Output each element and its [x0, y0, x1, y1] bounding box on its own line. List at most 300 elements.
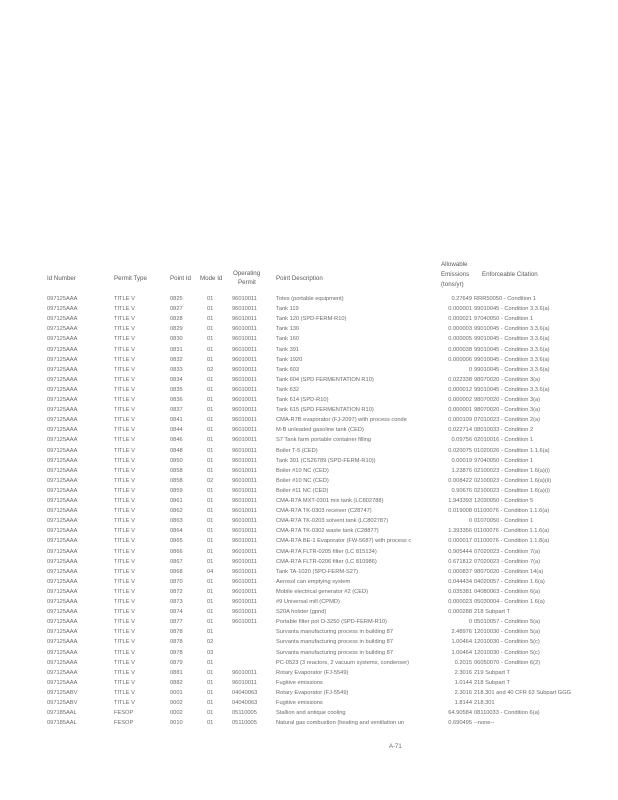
- id-number-cell: 097125AAA: [47, 568, 78, 575]
- id-number-cell: 097125AAA: [47, 679, 78, 686]
- allowable-emissions-cell: 0.020075: [448, 447, 472, 454]
- allowable-emissions-cell: 0.000038: [448, 346, 472, 353]
- operating-permit-cell: 96010011: [232, 386, 257, 393]
- point-description-cell: Tank 614 (SPD-R10): [276, 397, 329, 403]
- enforceable-citation-cell: 99010045 - Condition 3.3.6(a): [474, 326, 550, 333]
- table-row: [0, 516, 618, 526]
- point-id-cell: 0858: [170, 477, 183, 484]
- enforceable-citation-cell: 02100023 - Condition 1.6(a)(ii): [474, 477, 552, 484]
- enforceable-citation-cell: 01100076 - Condition 1.1.6(a): [474, 508, 550, 515]
- id-number-cell: 097125AAA: [47, 669, 78, 676]
- mode-id-cell: 01: [207, 619, 214, 626]
- permit-type-cell: TITLE V: [114, 407, 135, 414]
- permit-type-cell: TITLE V: [114, 538, 135, 545]
- id-number-cell: 097125AAA: [47, 518, 78, 525]
- id-number-cell: 097125AAA: [47, 397, 78, 403]
- header-allowable-line2: Emissions: [441, 271, 470, 278]
- mode-id-cell: 01: [207, 548, 214, 555]
- table-row: [0, 577, 618, 587]
- operating-permit-cell: 96010011: [232, 588, 257, 595]
- point-description-cell: M-B unleaded gasoline tank (CED): [276, 427, 364, 434]
- point-description-cell: CMA-R7A MXT-0301 mix tank (LC802788): [276, 498, 384, 504]
- table-row: [0, 405, 618, 415]
- point-id-cell: 0002: [170, 700, 183, 706]
- operating-permit-cell: 96010011: [232, 599, 257, 605]
- operating-permit-cell: 96010011: [232, 417, 257, 424]
- permit-type-cell: TITLE V: [114, 306, 135, 313]
- operating-permit-cell: 96010011: [232, 427, 257, 434]
- point-id-cell: 0879: [170, 659, 183, 666]
- allowable-emissions-cell: 0.022714: [448, 427, 472, 434]
- enforceable-citation-cell: 05010057 - Condition 5(a): [474, 619, 541, 626]
- allowable-emissions-cell: 0.27649: [451, 296, 472, 302]
- point-id-cell: 0833: [170, 366, 183, 373]
- permit-type-cell: FESOP: [114, 710, 134, 717]
- point-description-cell: Tank 615 (SPD FERMENTATION R10): [276, 407, 374, 414]
- id-number-cell: 097125AAA: [47, 629, 78, 636]
- operating-permit-cell: 96010011: [232, 498, 257, 504]
- table-row: [0, 415, 618, 425]
- enforceable-citation-cell: 99010045 - Condition 3.3.6(a): [474, 386, 550, 393]
- id-number-cell: 097125AAA: [47, 538, 78, 545]
- header-id-number: Id Number: [47, 275, 76, 282]
- point-id-cell: 0866: [170, 548, 183, 555]
- permit-type-cell: TITLE V: [114, 467, 135, 474]
- point-id-cell: 0878: [170, 639, 183, 646]
- point-description-cell: Tank 1920: [276, 356, 303, 363]
- table-row: [0, 637, 618, 647]
- allowable-emissions-cell: 0.2015: [454, 659, 472, 666]
- enforceable-citation-cell: 01020026 - Condition 1.1.6(a): [474, 447, 550, 454]
- point-description-cell: Tank 301 (CS26789 (SPD-FERM-R10)): [276, 457, 376, 464]
- mode-id-cell: 01: [207, 437, 214, 444]
- point-description-cell: Tank 160: [276, 336, 300, 343]
- permit-type-cell: TITLE V: [114, 326, 135, 333]
- operating-permit-cell: 96010011: [232, 316, 257, 323]
- table-row: [0, 688, 618, 698]
- table-row: [0, 668, 618, 678]
- mode-id-cell: 01: [207, 336, 214, 343]
- id-number-cell: 097125AAA: [47, 498, 78, 504]
- point-id-cell: 0828: [170, 316, 183, 323]
- allowable-emissions-cell: 1.00464: [451, 649, 472, 656]
- allowable-emissions-cell: 0.000017: [448, 538, 472, 545]
- table-row: [0, 627, 618, 637]
- id-number-cell: 097125AAA: [47, 477, 78, 484]
- point-description-cell: CMA-R7A TK-0303 receiver (C28747): [276, 508, 372, 515]
- allowable-emissions-cell: 0.008422: [448, 477, 472, 484]
- mode-id-cell: 02: [207, 639, 214, 646]
- enforceable-citation-cell: 12010030 - Condition 5(c): [474, 639, 540, 646]
- permit-type-cell: TITLE V: [114, 366, 135, 373]
- enforceable-citation-cell: 218 Subpart T: [474, 609, 510, 616]
- point-description-cell: PC-0523 (3 reactors, 2 vacuum systems, condenser): [276, 659, 410, 666]
- mode-id-cell: 01: [207, 558, 214, 565]
- mode-id-cell: 01: [207, 508, 214, 515]
- operating-permit-cell: 96010011: [232, 669, 257, 676]
- operating-permit-cell: 96010011: [232, 518, 257, 525]
- id-number-cell: 097125AAA: [47, 619, 78, 626]
- allowable-emissions-cell: 0.000023: [448, 599, 472, 605]
- permit-type-cell: TITLE V: [114, 417, 135, 424]
- enforceable-citation-cell: 219 Subpart T: [474, 669, 510, 676]
- header-operating-permit-line2: Permit: [238, 279, 256, 286]
- point-description-cell: Boiler #10 NC (CED): [276, 477, 329, 484]
- operating-permit-cell: 96010011: [232, 306, 257, 313]
- point-description-cell: Fugitive emissions: [276, 700, 323, 706]
- allowable-emissions-cell: 0.000006: [448, 356, 472, 363]
- table-row: [0, 658, 618, 668]
- id-number-cell: 097125AAA: [47, 649, 78, 656]
- id-number-cell: 097125AAA: [47, 356, 78, 363]
- allowable-emissions-cell: 2.48976: [451, 629, 472, 636]
- id-number-cell: 097125AAA: [47, 376, 78, 383]
- id-number-cell: 097185AAL: [47, 720, 77, 727]
- operating-permit-cell: 96010011: [232, 366, 257, 373]
- id-number-cell: 097125AAA: [47, 306, 78, 313]
- mode-id-cell: 01: [207, 629, 214, 636]
- allowable-emissions-cell: 0: [468, 619, 472, 626]
- mode-id-cell: 01: [207, 599, 214, 605]
- allowable-emissions-cell: 0.90676: [451, 487, 472, 494]
- enforceable-citation-cell: 02010016 - Condition 1: [474, 437, 534, 444]
- point-id-cell: 0830: [170, 336, 183, 343]
- enforceable-citation-cell: 01100076 - Condition 1.1.6(a): [474, 528, 550, 535]
- enforceable-citation-cell: 98070020 - Condition 3(a): [474, 407, 541, 414]
- operating-permit-cell: 96010011: [232, 619, 257, 626]
- id-number-cell: 097125AAA: [47, 659, 78, 666]
- point-description-cell: Natural gas combustion (heating and ventilation un: [276, 720, 405, 727]
- point-id-cell: 0825: [170, 296, 183, 302]
- point-id-cell: 0836: [170, 397, 183, 403]
- mode-id-cell: 01: [207, 669, 214, 676]
- header-enforceable-citation: Enforceable Citation: [482, 271, 538, 278]
- point-description-cell: CMA-R7A FLTR-0206 filter (LC 810986): [276, 558, 377, 565]
- mode-id-cell: 01: [207, 498, 214, 504]
- mode-id-cell: 01: [207, 376, 214, 383]
- mode-id-cell: 01: [207, 386, 214, 393]
- operating-permit-cell: 96010011: [232, 457, 257, 464]
- operating-permit-cell: 96010011: [232, 407, 257, 414]
- allowable-emissions-cell: 1.23876: [451, 467, 472, 474]
- operating-permit-cell: 96010011: [232, 477, 257, 484]
- point-description-cell: Tank 130: [276, 326, 300, 333]
- allowable-emissions-cell: 0.035381: [448, 588, 472, 595]
- allowable-emissions-cell: 0.000288: [448, 609, 472, 616]
- id-number-cell: 097125AAA: [47, 558, 78, 565]
- point-description-cell: Tank 632: [276, 386, 300, 393]
- point-id-cell: 0844: [170, 427, 183, 434]
- point-id-cell: 0850: [170, 457, 183, 464]
- permit-type-cell: TITLE V: [114, 296, 135, 302]
- point-description-cell: Survanta manufacturing process in building 87: [276, 639, 393, 646]
- point-description-cell: Boiler #11 NC (CED): [276, 487, 329, 494]
- permit-type-cell: TITLE V: [114, 336, 135, 343]
- operating-permit-cell: 96010011: [232, 467, 257, 474]
- enforceable-citation-cell: 01100076 - Condition 1.1.8(a): [474, 538, 550, 545]
- table-row: [0, 607, 618, 617]
- point-id-cell: 0848: [170, 447, 183, 454]
- header-allowable-line3: (tons/yr): [441, 281, 464, 288]
- permit-type-cell: TITLE V: [114, 568, 135, 575]
- permit-type-cell: TITLE V: [114, 619, 135, 626]
- point-id-cell: 0882: [170, 679, 183, 686]
- id-number-cell: 097125AAA: [47, 487, 78, 494]
- permit-type-cell: TITLE V: [114, 477, 135, 484]
- mode-id-cell: 01: [207, 346, 214, 353]
- header-operating-permit-line1: Operating: [233, 270, 261, 277]
- table-row: [0, 648, 618, 658]
- table-row: [0, 597, 618, 607]
- point-id-cell: 0841: [170, 417, 183, 424]
- allowable-emissions-cell: 1.8144: [454, 700, 472, 706]
- table-row: [0, 345, 618, 355]
- id-number-cell: 097125AAA: [47, 366, 78, 373]
- point-description-cell: CMA-R7A TK-0302 waste tank (C28877): [276, 528, 379, 535]
- enforceable-citation-cell: 97040050 - Condition 1: [474, 457, 534, 464]
- table-row: [0, 718, 618, 728]
- permit-type-cell: TITLE V: [114, 639, 135, 646]
- enforceable-citation-cell: 98070020 - Condition 3(a): [474, 376, 541, 383]
- operating-permit-cell: 96010011: [232, 326, 257, 333]
- allowable-emissions-cell: 0: [468, 366, 472, 373]
- table-row: [0, 314, 618, 324]
- permit-type-cell: TITLE V: [114, 447, 135, 454]
- enforceable-citation-cell: 02100023 - Condition 1.6(a)(i): [474, 467, 550, 474]
- point-description-cell: CMA-R7A TK-0203 solvent tank (LC802787): [276, 518, 389, 525]
- table-row: [0, 395, 618, 405]
- operating-permit-cell: 96010011: [232, 376, 257, 383]
- mode-id-cell: 01: [207, 467, 214, 474]
- mode-id-cell: 01: [207, 609, 214, 616]
- point-id-cell: 0837: [170, 407, 183, 414]
- enforceable-citation-cell: 04020057 - Condition 1.6(a): [474, 578, 545, 585]
- permit-type-cell: TITLE V: [114, 669, 135, 676]
- permit-type-cell: TITLE V: [114, 457, 135, 464]
- permit-type-cell: TITLE V: [114, 316, 135, 323]
- operating-permit-cell: 96010011: [232, 528, 257, 535]
- id-number-cell: 097125AAA: [47, 578, 78, 585]
- allowable-emissions-cell: 1.393356: [448, 528, 472, 535]
- allowable-emissions-cell: 0.000837: [448, 568, 472, 575]
- mode-id-cell: 01: [207, 679, 214, 686]
- permit-type-cell: TITLE V: [114, 427, 135, 434]
- mode-id-cell: 01: [207, 397, 214, 403]
- id-number-cell: 097125AAA: [47, 588, 78, 595]
- point-id-cell: 0831: [170, 346, 183, 353]
- enforceable-citation-cell: 02100023 - Condition 1.6(a)(i): [474, 487, 550, 494]
- mode-id-cell: 01: [207, 417, 214, 424]
- permit-type-cell: FESOP: [114, 720, 134, 727]
- permit-type-cell: TITLE V: [114, 609, 135, 616]
- id-number-cell: 097125AAA: [47, 336, 78, 343]
- point-description-cell: Tank TA-1020 (SPD-FERM-S27): [276, 568, 358, 575]
- enforceable-citation-cell: --none--: [474, 720, 495, 727]
- enforceable-citation-cell: 99010045 - Condition 3.3.6(a): [474, 356, 550, 363]
- table-row: [0, 446, 618, 456]
- mode-id-cell: 01: [207, 487, 214, 494]
- permit-type-cell: TITLE V: [114, 386, 135, 393]
- enforceable-citation-cell: 99010045 - Condition 3.3.6(a): [474, 366, 550, 373]
- point-description-cell: CMA-R7B evaporator (FJ-2097) with process conde: [276, 417, 407, 424]
- id-number-cell: 097125AAA: [47, 548, 78, 555]
- point-id-cell: 0835: [170, 386, 183, 393]
- header-permit-type: Permit Type: [114, 275, 147, 282]
- permit-type-cell: TITLE V: [114, 437, 135, 444]
- point-id-cell: 0881: [170, 669, 183, 676]
- point-id-cell: 0846: [170, 437, 183, 444]
- operating-permit-cell: 04040063: [232, 700, 258, 706]
- enforceable-citation-cell: 06050070 - Condition 6(2): [474, 659, 541, 666]
- table-row: [0, 456, 618, 466]
- permit-type-cell: TITLE V: [114, 588, 135, 595]
- permit-type-cell: TITLE V: [114, 649, 135, 656]
- operating-permit-cell: 96010011: [232, 346, 257, 353]
- point-description-cell: S20A holster (gpnd): [276, 609, 327, 616]
- enforceable-citation-cell: 01070050 - Condition 1: [474, 518, 534, 525]
- header-point-description: Point Description: [276, 275, 323, 282]
- operating-permit-cell: 96010011: [232, 447, 257, 454]
- enforceable-citation-cell: 97040050 - Condition 1: [474, 316, 534, 323]
- enforceable-citation-cell: 99010045 - Condition 3.3.6(a): [474, 336, 550, 343]
- id-number-cell: 097125AAA: [47, 316, 78, 323]
- point-id-cell: 0001: [170, 689, 183, 696]
- allowable-emissions-cell: 0.044434: [448, 578, 472, 585]
- id-number-cell: 097125AAA: [47, 528, 78, 535]
- permit-type-cell: TITLE V: [114, 508, 135, 515]
- table-row: [0, 435, 618, 445]
- point-id-cell: 0827: [170, 306, 183, 313]
- point-id-cell: 0858: [170, 467, 183, 474]
- id-number-cell: 097125AAA: [47, 599, 78, 605]
- enforceable-citation-cell: 98070020 - Condition 14(a): [474, 568, 544, 575]
- operating-permit-cell: 96010011: [232, 568, 257, 575]
- allowable-emissions-cell: 0.690495: [448, 720, 472, 727]
- point-id-cell: 0862: [170, 508, 183, 515]
- mode-id-cell: 01: [207, 296, 214, 302]
- operating-permit-cell: 96010011: [232, 578, 257, 585]
- permit-type-cell: TITLE V: [114, 700, 135, 706]
- point-description-cell: Aerosol can emptying system: [276, 578, 351, 585]
- table-row: [0, 496, 618, 506]
- allowable-emissions-cell: 0.000002: [448, 397, 472, 403]
- id-number-cell: 097125AAA: [47, 437, 78, 444]
- id-number-cell: 097125AAA: [47, 508, 78, 515]
- point-description-cell: Boiler #10 NC (CED): [276, 467, 329, 474]
- allowable-emissions-cell: 0.000012: [448, 386, 472, 393]
- table-row: [0, 476, 618, 486]
- enforceable-citation-cell: 07020023 - Condition 7(a): [474, 548, 541, 555]
- point-id-cell: 0868: [170, 568, 183, 575]
- enforceable-citation-cell: 12030050 - Condition 5: [474, 498, 534, 504]
- point-id-cell: 0861: [170, 498, 183, 504]
- operating-permit-cell: 96010011: [232, 508, 257, 515]
- table-row: [0, 375, 618, 385]
- permit-type-cell: TITLE V: [114, 376, 135, 383]
- point-id-cell: 0863: [170, 518, 183, 525]
- table-row: [0, 466, 618, 476]
- allowable-emissions-cell: 0.019008: [448, 508, 472, 515]
- enforceable-citation-cell: 07010023 - Condition 2(a): [474, 417, 541, 424]
- id-number-cell: 097125AAA: [47, 427, 78, 434]
- mode-id-cell: 01: [207, 528, 214, 535]
- point-id-cell: 0874: [170, 609, 183, 616]
- enforceable-citation-cell: 99010045 - Condition 3.3.6(a): [474, 346, 550, 353]
- enforceable-citation-cell: 218.301 and 40 CFR 63 Subpart GGG: [474, 689, 572, 696]
- allowable-emissions-cell: 0.000003: [448, 326, 472, 333]
- point-description-cell: Rotary Evaporator (FJ-5549): [276, 689, 349, 696]
- permit-type-cell: TITLE V: [114, 629, 135, 636]
- operating-permit-cell: 05110005: [232, 720, 257, 727]
- table-row: [0, 617, 618, 627]
- point-description-cell: Rotary Evaporator (FJ-5549): [276, 669, 349, 676]
- operating-permit-cell: 96010011: [232, 296, 257, 302]
- point-description-cell: Tank 603: [276, 366, 300, 373]
- point-id-cell: 0829: [170, 326, 183, 333]
- mode-id-cell: 01: [207, 578, 214, 585]
- id-number-cell: 097185AAL: [47, 710, 77, 717]
- allowable-emissions-cell: 0.09756: [451, 437, 472, 444]
- point-id-cell: 0864: [170, 528, 183, 535]
- operating-permit-cell: 96010011: [232, 397, 257, 403]
- mode-id-cell: 02: [207, 477, 214, 484]
- table-row: [0, 557, 618, 567]
- header-allowable-line1: Allowable: [441, 261, 468, 268]
- point-description-cell: Boiler T-5 (CED): [276, 447, 318, 454]
- permit-type-cell: TITLE V: [114, 346, 135, 353]
- allowable-emissions-cell: 1.0144: [454, 679, 472, 686]
- enforceable-citation-cell: 12010030 - Condition 5(a): [474, 629, 541, 636]
- enforceable-citation-cell: 218.301: [474, 700, 495, 706]
- allowable-emissions-cell: 0.000001: [448, 407, 472, 414]
- allowable-emissions-cell: 0.000001: [448, 306, 472, 313]
- point-description-cell: CMA-R7A BE-1 Evaporator (FW-5687) with process c: [276, 538, 412, 545]
- enforceable-citation-cell: 08110033 - Condition 6(a): [474, 710, 540, 717]
- operating-permit-cell: 96010011: [232, 356, 257, 363]
- allowable-emissions-cell: 0: [468, 518, 472, 525]
- allowable-emissions-cell: 2.3016: [454, 689, 472, 696]
- allowable-emissions-cell: 2.3016: [454, 669, 472, 676]
- mode-id-cell: 01: [207, 518, 214, 525]
- allowable-emissions-cell: 0.000021: [448, 316, 472, 323]
- mode-id-cell: 01: [207, 659, 214, 666]
- header-point-id: Point Id: [170, 275, 191, 282]
- point-description-cell: Survanta manufacturing process in building 87: [276, 629, 393, 636]
- enforceable-citation-cell: 05030004 - Condition 1.6(a): [474, 599, 545, 605]
- table-row: [0, 506, 618, 516]
- permit-type-cell: TITLE V: [114, 689, 135, 696]
- point-description-cell: Tank 604 (SPD FERMENTATION R10): [276, 376, 374, 383]
- id-number-cell: 097125AAA: [47, 326, 78, 333]
- permit-type-cell: TITLE V: [114, 659, 135, 666]
- point-id-cell: 0870: [170, 578, 183, 585]
- table-row: [0, 678, 618, 688]
- allowable-emissions-cell: 1.943393: [448, 498, 472, 504]
- permit-type-cell: TITLE V: [114, 599, 135, 605]
- enforceable-citation-cell: RRR50050 - Condition 1: [474, 296, 536, 302]
- table-row: [0, 355, 618, 365]
- mode-id-cell: 01: [207, 356, 214, 363]
- permit-type-cell: TITLE V: [114, 528, 135, 535]
- operating-permit-cell: 05110005: [232, 710, 257, 717]
- point-id-cell: 0878: [170, 649, 183, 656]
- id-number-cell: 097125AAA: [47, 407, 78, 414]
- point-id-cell: 0878: [170, 629, 183, 636]
- allowable-emissions-cell: 1.00464: [451, 639, 472, 646]
- enforceable-citation-cell: 98070020 - Condition 3(a): [474, 397, 541, 403]
- mode-id-cell: 01: [207, 538, 214, 545]
- permit-type-cell: TITLE V: [114, 498, 135, 504]
